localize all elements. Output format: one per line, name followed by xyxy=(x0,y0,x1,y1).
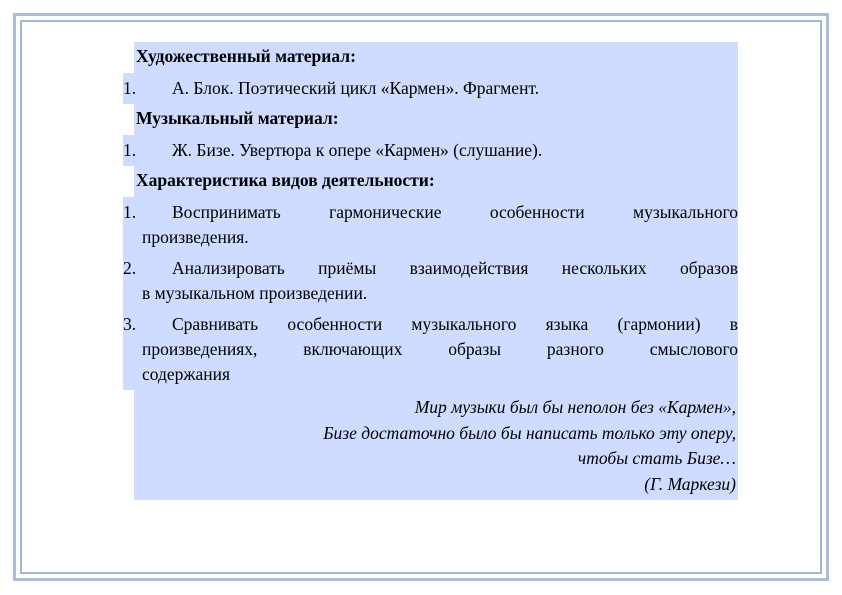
activity-heading: Характеристика видов деятельности: xyxy=(134,166,738,197)
activity-line: содержания xyxy=(142,364,231,384)
list-number: 1. xyxy=(123,78,137,98)
list-number: 3. xyxy=(123,314,137,334)
activity-line: Сравнивать особенности музыкального языка (гармонии) в xyxy=(172,314,738,334)
quote-line: Мир музыки был бы неполон без «Кармен», xyxy=(414,397,736,417)
lesson-content xyxy=(123,42,738,500)
quote-line: чтобы стать Бизе… xyxy=(577,448,736,468)
list-number: 1. xyxy=(123,140,137,160)
quote-author: (Г. Маркези) xyxy=(644,473,736,494)
music-material-item xyxy=(123,135,738,166)
music-material-text: Ж. Бизе. Увертюра к опере «Кармен» (слушание). xyxy=(172,140,543,160)
art-material-heading: Художественный материал: xyxy=(134,42,738,73)
list-number: 2. xyxy=(123,258,137,278)
activity-line: Воспринимать гармонические особенности музыкального xyxy=(172,202,738,222)
activity-item xyxy=(123,309,738,390)
art-material-text: А. Блок. Поэтический цикл «Кармен». Фрагмент. xyxy=(172,78,540,98)
art-material-item xyxy=(123,73,738,104)
activity-item xyxy=(123,253,738,309)
activity-line: произведения. xyxy=(142,227,249,247)
quote-line: Бизе достаточно было бы написать только эту оперу, xyxy=(323,422,736,443)
list-number: 1. xyxy=(123,202,137,222)
activity-line: произведениях, включающих образы разного смыслового xyxy=(142,339,738,359)
activity-line: Анализировать приёмы взаимодействия нескольких образов xyxy=(172,258,738,278)
activity-line: в музыкальном произведении. xyxy=(142,283,368,303)
epigraph-quote xyxy=(134,390,738,500)
music-material-heading: Музыкальный материал: xyxy=(134,104,738,135)
activity-item xyxy=(123,197,738,253)
